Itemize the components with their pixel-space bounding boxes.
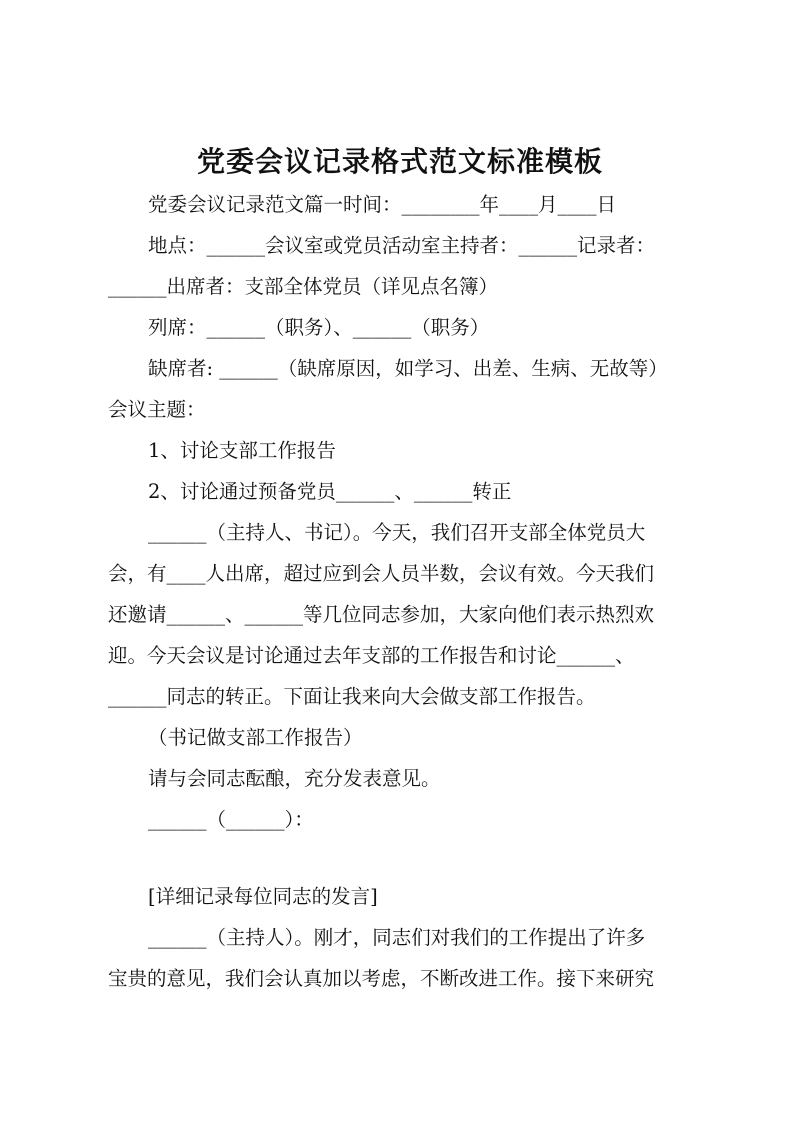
discussion-invite-line: 请与会同志酝酿，充分发表意见。 (148, 767, 441, 790)
closing-paragraph-line-2: 宝贵的意见，我们会认真加以考虑，不断改进工作。接下来研究 (108, 967, 655, 990)
speaker-placeholder-line: ______（______）： (148, 808, 314, 831)
document-title: 党委会议记录格式范文标准模板 (196, 145, 603, 178)
nonvoting-attendees-line: 列席：______（职务）、______（职务） (148, 316, 490, 339)
absentees-line: 缺席者: ______（缺席原因，如学习、出差、生病、无故等） (148, 357, 668, 380)
meeting-time-line: 党委会议记录范文篇一时间：________年____月____日 (148, 193, 617, 216)
opening-paragraph-line-3: 还邀请______、______等几位同志参加，大家向他们表示热烈欢 (108, 603, 655, 626)
location-host-recorder-line: 地点：______会议室或党员活动室主持者：______记录者： (148, 234, 656, 257)
topic-item-2: 2、讨论通过预备党员______、______转正 (148, 480, 512, 503)
opening-paragraph-line-1: ______（主持人、书记）。今天，我们召开支部全体党员大 (148, 521, 646, 544)
opening-paragraph-line-5: ______同志的转正。下面让我来向大会做支部工作报告。 (108, 685, 596, 708)
meeting-topic-heading: 会议主题： (108, 398, 206, 421)
opening-paragraph-line-4: 迎。今天会议是讨论通过去年支部的工作报告和讨论______、 (108, 644, 635, 667)
secretary-report-note: （书记做支部工作报告） (148, 726, 363, 749)
detailed-record-note: [详细记录每位同志的发言] (148, 885, 378, 908)
attendees-line: ______出席者：支部全体党员（详见点名簿） (108, 275, 499, 298)
opening-paragraph-line-2: 会，有____人出席，超过应到会人员半数，会议有效。今天我们 (108, 562, 655, 585)
topic-item-1: 1、讨论支部工作报告 (148, 439, 336, 462)
closing-paragraph-line-1: ______（主持人）。刚才，同志们对我们的工作提出了许多 (148, 926, 646, 949)
